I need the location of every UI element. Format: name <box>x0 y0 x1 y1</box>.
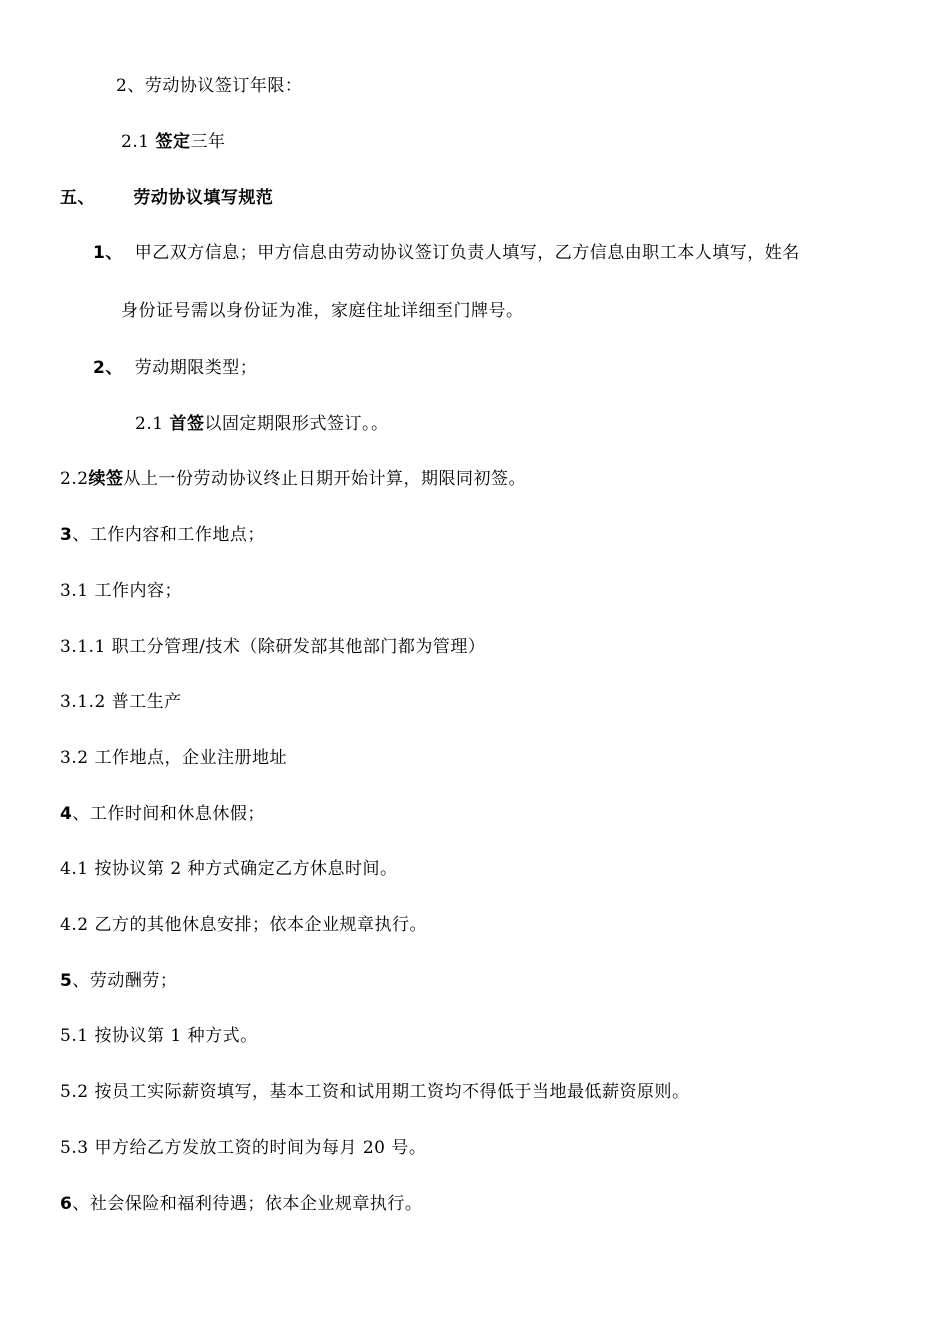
item-number: 1、 <box>93 243 123 263</box>
item-text: 、工作时间和休息休假； <box>72 804 265 824</box>
item-3-2 <box>60 747 287 769</box>
item-keyword: 签定 <box>155 132 191 152</box>
item-text: 从上一份劳动协议终止日期开始计算，期限同初签。 <box>123 469 527 489</box>
item-text: 以固定期限形式签订。。 <box>204 414 389 434</box>
item-number: 2.1 <box>135 414 164 434</box>
item-text: 3.1.2 普工生产 <box>60 692 182 712</box>
section-number: 五、 <box>60 188 95 208</box>
item-3-1-1 <box>60 636 485 658</box>
section-five-heading <box>60 187 273 209</box>
item-text: 、工作内容和工作地点； <box>72 525 265 545</box>
item-text: 、劳动酬劳； <box>72 971 178 991</box>
item-number: 4 <box>60 804 73 824</box>
item-2-2-renewal <box>60 468 526 490</box>
item-3-1-2 <box>60 691 182 713</box>
item-text: 3.1 工作内容； <box>60 581 182 601</box>
item-number: 2.2 <box>60 469 89 489</box>
item-number: 2、 <box>93 358 123 378</box>
item-4-1 <box>60 858 398 880</box>
item-number: 3 <box>60 525 73 545</box>
item-text: 3.2 工作地点，企业注册地址 <box>60 748 287 768</box>
item-4-2 <box>60 914 427 936</box>
item-3-heading <box>60 524 265 546</box>
item-keyword: 续签 <box>88 469 124 489</box>
term-heading <box>116 75 302 97</box>
item-text: 4.2 乙方的其他休息安排；依本企业规章执行。 <box>60 915 427 935</box>
item-3-1 <box>60 580 182 602</box>
item-text: 5.3 甲方给乙方发放工资的时间为每月 20 号。 <box>60 1138 427 1158</box>
section-title: 劳动协议填写规范 <box>133 188 274 208</box>
item-1-continuation <box>121 300 524 322</box>
item-6-heading <box>60 1193 422 1215</box>
item-1-party-info <box>93 242 800 264</box>
item-5-2 <box>60 1081 689 1103</box>
term-item-2-1 <box>121 131 225 153</box>
item-5-1 <box>60 1025 258 1047</box>
item-text: 身份证号需以身份证为准，家庭住址详细至门牌号。 <box>121 301 524 321</box>
item-keyword: 首签 <box>169 414 205 434</box>
item-text: 、社会保险和福利待遇；依本企业规章执行。 <box>72 1194 423 1214</box>
item-5-heading <box>60 970 177 992</box>
item-2-term-type <box>93 357 257 379</box>
item-text: 5.2 按员工实际薪资填写，基本工资和试用期工资均不得低于当地最低薪资原则。 <box>60 1082 690 1102</box>
term-heading-text: 2、劳动协议签订年限： <box>116 76 303 96</box>
item-text: 三年 <box>190 132 226 152</box>
item-text: 5.1 按协议第 1 种方式。 <box>60 1026 258 1046</box>
item-2-1-first-sign <box>135 413 388 435</box>
item-text: 4.1 按协议第 2 种方式确定乙方休息时间。 <box>60 859 398 879</box>
item-4-heading <box>60 803 265 825</box>
item-text: 3.1.1 职工分管理/技术（除研发部其他部门都为管理） <box>60 637 486 657</box>
item-number: 6 <box>60 1194 73 1214</box>
item-text: 劳动期限类型； <box>134 358 258 378</box>
item-5-3 <box>60 1137 426 1159</box>
item-number: 5 <box>60 971 73 991</box>
item-number: 2.1 <box>121 132 150 152</box>
item-text: 甲乙双方信息；甲方信息由劳动协议签订负责人填写，乙方信息由职工本人填写，姓名 <box>134 243 800 263</box>
